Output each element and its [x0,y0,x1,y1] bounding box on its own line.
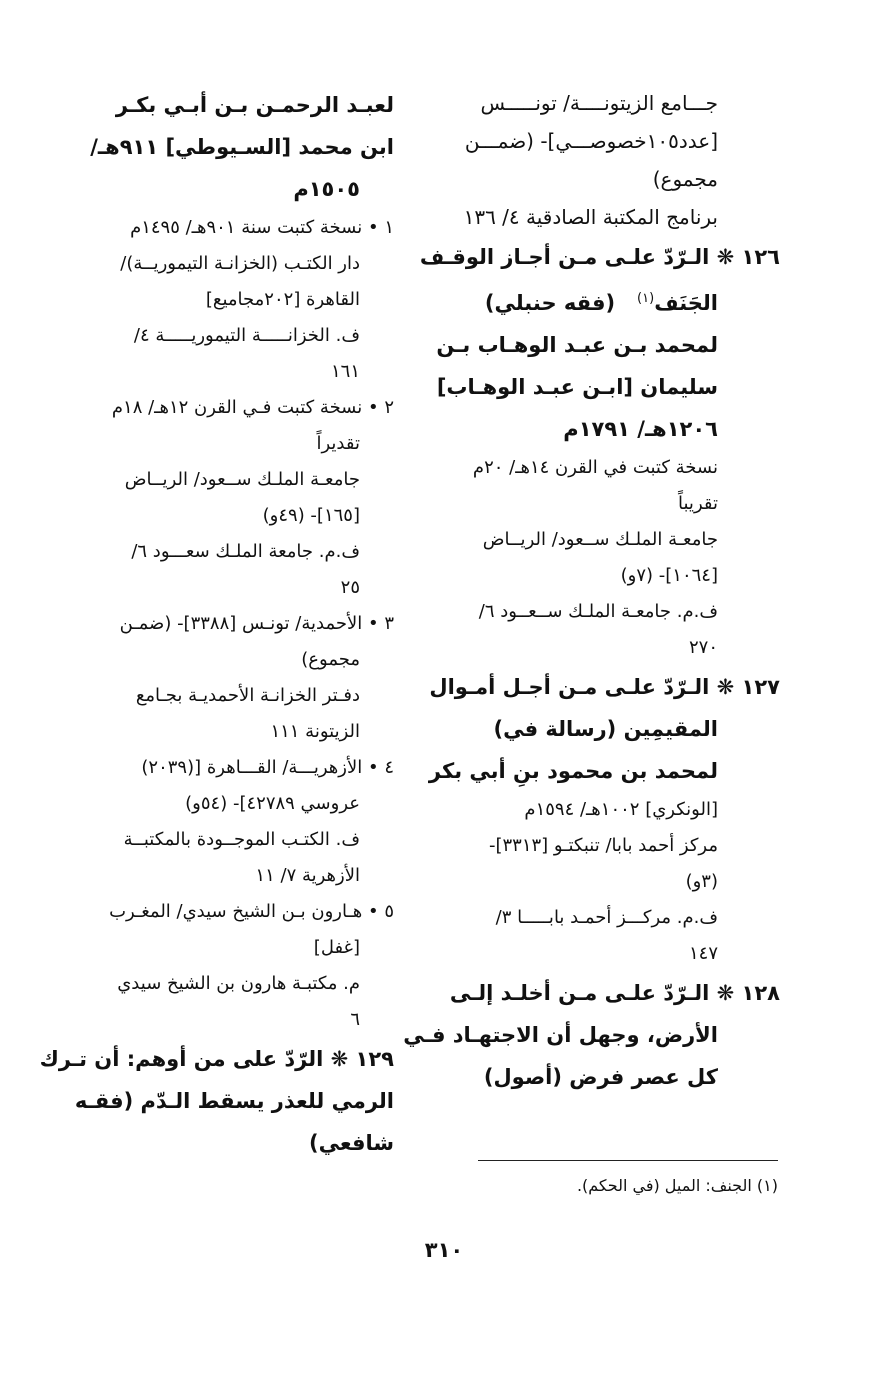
text-line: الأزهرية ٧/ ١١ [255,865,360,886]
text-line: الزيتونة ١١١ [270,721,360,742]
text-line: ٢٧٠ [688,637,718,658]
entry-subject: (فقه حنبلي) [484,291,616,315]
copy-text: نسخة كتبت فـي القرن ١٢هـ/ ١٨م [111,397,363,418]
text-line: (٣و) [685,871,718,892]
entry-heading: شافعي) [309,1131,394,1155]
copy-text: هـارون بـن الشيخ سيدي/ المغـرب [109,901,363,922]
text-line: ١٦١ [330,361,360,382]
text-line: عروسي ٤٢٧٨٩]- (٥٤و) [185,793,360,814]
copy-number: ٥ • [367,901,394,922]
footnote: (١) الجنف: الميل (في الحكم). [576,1176,778,1195]
text-line: مركز أحمد بابا/ تنبكتـو [٣٣١٣]- [488,835,718,856]
copy-number: ٤ • [367,757,394,778]
text-line: ف.م. جامعة الملـك سعـــود ٦/ [131,541,360,562]
text-line: جامعـة الملـك ســعود/ الريــاض [124,469,360,490]
entry-heading: كل عصر فرض (أصول) [483,1065,718,1089]
text-line: نسخة كتبت في القرن ١٤هـ/ ٢٠م [472,457,718,478]
entry-heading: ١٢٨ ❋ الـرّدّ علـى مـن أخلـد إلـى [449,981,780,1005]
entry-heading: ١٢٩ ❋ الرّدّ على من أوهم: أن تـرك [39,1047,394,1071]
text-line: ف. الخزانـــــة التيموريـــــة ٤/ [133,325,360,346]
copy-item [52,750,394,894]
text-line: جامعـة الملـك ســعود/ الريــاض [482,529,718,550]
page-number: ٣١٠ [424,1238,464,1262]
text-line: دار الكتـب (الخزانـة التيموريــة)/ [120,253,360,274]
text-line: ف.م. مركـــز أحمـد بابـــــا ٣/ [495,907,718,928]
copy-number: ١ • [367,217,394,238]
entry-author: لمحمد بـن عبـد الوهـاب بـن [436,333,718,357]
text-line: [١٠٦٤]- (٧و) [620,565,718,586]
text-line: ٢٥ [340,577,360,598]
entry-author: سليمان [ابـن عبـد الوهـاب] [436,375,718,399]
entry-author: ١٢٠٦هـ/ ١٧٩١م [563,417,718,441]
text-line: برنامج المكتبة الصادقية ٤/ ١٣٦ [463,205,718,229]
copy-item [52,210,394,390]
text-line: مجموع) [652,167,718,191]
text-line: م. مكتبـة هارون بن الشيخ سيدي [117,973,360,994]
entry-heading: ١٢٧ ❋ الـرّدّ علـى مـن أجـل أمـوال [429,675,780,699]
text-line: [غفل] [313,937,360,958]
text-line: [عدد١٠٥خصوصـــي]- (ضمـــن [464,129,718,153]
copy-item [52,894,394,1038]
entry-author: لعبـد الرحمـن بـن أبـي بكـر [115,93,394,117]
text-line: تقديراً [316,433,360,454]
right-column [403,84,780,1098]
footnote-divider [478,1160,778,1161]
text-line [52,750,394,786]
left-column [39,84,394,1164]
text-line: [١٦٥]- (٤٩و) [262,505,360,526]
text-line [52,210,394,246]
entry-heading: ١٢٦ ❋ الـرّدّ علـى مـن أجـاز الوقـف [419,245,780,269]
copy-text: الأحمدية/ تونـس [٣٣٨٨]- (ضمـن [119,613,363,634]
text-line: ف. الكتـب الموجــودة بالمكتبــة [123,829,360,850]
text-line: ٦ [350,1009,360,1030]
text-line: ١٤٧ [688,943,718,964]
text-line: القاهرة [٢٠٢مجاميع] [205,289,360,310]
text-line [52,606,394,642]
copy-item [52,606,394,750]
entry-heading: الأرض، وجهل أن الاجتهـاد فـي [403,1023,718,1047]
copy-text: الأزهريـــة/ القـــاهرة [(٢٠٣٩) [141,757,363,778]
copy-item [52,390,394,606]
copy-number: ٣ • [367,613,394,634]
text-line: مجموع) [301,649,360,670]
entry-heading: المقيمِين (رسالة في) [493,717,718,741]
entry-title-part: الجَنَف [654,291,718,315]
entry-heading: الرمي للعذر يسقط الـدّم (فقـه [74,1089,394,1113]
entry-author: ١٥٠٥م [293,177,360,201]
text-line [52,390,394,426]
text-line: [الونكري] ١٠٠٢هـ/ ١٥٩٤م [524,799,718,820]
copy-text: نسخة كتبت سنة ٩٠١هـ/ ١٤٩٥م [130,217,363,238]
text-line: جـــامع الزيتونــــة/ تونـــــس [480,91,718,115]
copy-number: ٢ • [367,397,394,418]
entry-author: ابن محمد [السـيوطي] ٩١١هـ/ [90,135,394,159]
entry-author: لمحمد بن محمود بنِ أبي بكر [428,759,718,783]
entry-heading [440,278,780,324]
text-line: ف.م. جامعـة الملـك ســعــود ٦/ [478,601,718,622]
text-line: تقريباً [678,493,718,514]
footnote-marker: (١) [637,291,655,306]
text-line: دفـتر الخزانـة الأحمديـة بجـامع [135,685,360,706]
text-line [52,894,394,930]
